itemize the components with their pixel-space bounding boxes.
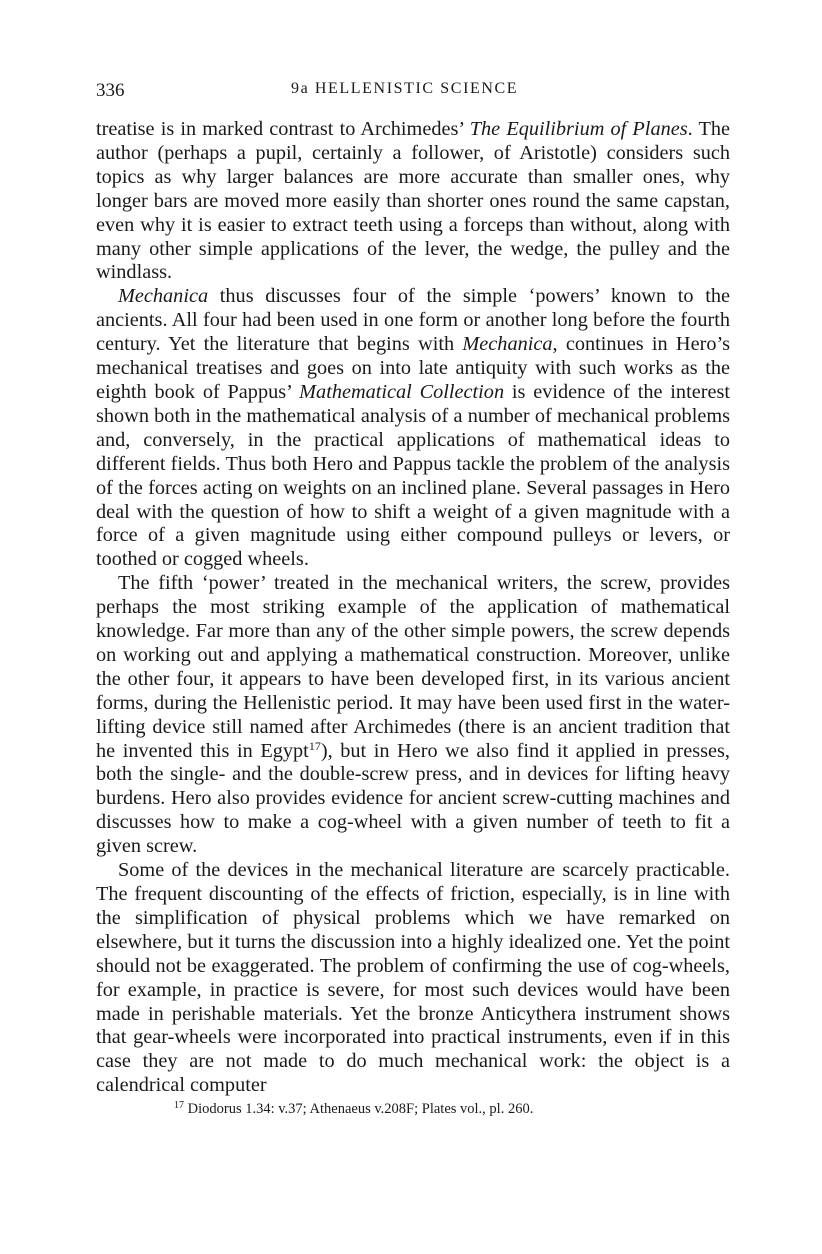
text-segment: treatise is in marked contrast to Archimedes’ <box>96 118 470 140</box>
text-segment: ), but in Hero we also find it applied in presses, both the single- and the double-screw press, and in devices for lifting heavy burdens. Hero also provides evidence for ancient screw-cutting machines and discusses how to make a cog-wheel with a given number of teeth to fit a given screw. <box>96 739 730 858</box>
page-number: 336 <box>96 80 125 101</box>
text-segment: . The author (perhaps a pupil, certainly a follower, of Aristotle) considers such topics as why larger balances are more accurate than smaller ones, why longer bars are moved more easily than shorter ones round the same capstan, even why it is easier to extract teeth using a forceps than without, along with many other simple applications of the lever, the wedge, the pulley and the windlass. <box>96 118 731 284</box>
body-text <box>96 118 730 1098</box>
page <box>96 78 730 1118</box>
paragraph <box>96 118 730 285</box>
text-segment: is evidence of the interest shown both in the mathematical analysis of a number of mechanical problems and, conversely, in the practical applications of mathematical ideas to different fields. Thus both Hero and Pappus tackle the problem of the analysis of the forces acting on weights on an inclined plane. Several passages in Hero deal with the question of how to shift a weight of a given magnitude with a force of a given magnitude using either compound pulleys or levers, or toothed or cogged wheels. <box>96 380 730 571</box>
text-segment: Some of the devices in the mechanical literature are scarcely practicable. The frequent discounting of the effects of friction, especially, is in line with the simplification of physical problems which we have remarked on elsewhere, but it turns the discussion into a highly idealized one. Yet the point should not be exaggerated. The problem of confirming the use of cog-wheels, for example, in practice is severe, for most such devices would have been made in perishable materials. Yet the bronze Anticythera instrument shows that gear-wheels were incorporated into practical instruments, even if in this case they are not made to do much mechanical work: the object is a calendrical computer <box>96 859 730 1097</box>
footnote <box>96 1100 730 1118</box>
paragraph <box>96 572 730 859</box>
italic-title: Mechanica <box>462 333 553 356</box>
text-segment: The fifth ‘power’ treated in the mechanical writers, the screw, provides perhaps the most striking example of the application of mathematical knowledge. Far more than any of the other simple powers, the screw depends on working out and applying a mathematical construction. Moreover, unlike the other four, it appears to have been developed first, in its various ancient forms, during the Hellenistic period. It may have been used first in the water-lifting device still named after Archimedes (there is an ancient tradition that he invented this in Egypt <box>96 572 730 762</box>
paragraph <box>96 859 730 1098</box>
italic-title: The Equilibrium of Planes <box>469 118 688 140</box>
footnote-marker: 17 <box>174 1100 184 1112</box>
text-segment: , continues in Hero’s mechanical treatises and goes on into late antiquity with such works as the eighth book of Pappus’ <box>96 333 730 403</box>
text-segment: thus discusses four of the simple ‘powers’ known to the ancients. All four had been used in one form or another long before the fourth century. Yet the literature that begins with <box>96 285 730 356</box>
paragraph <box>96 285 730 572</box>
italic-title: Mathematical Collection <box>299 380 505 403</box>
running-head <box>96 78 730 104</box>
footnote-reference: 17 <box>308 738 321 753</box>
chapter-title: 9a HELLENISTIC SCIENCE <box>291 80 519 97</box>
italic-title: Mechanica <box>118 285 209 308</box>
footnote-text: Diodorus 1.34: v.37; Athenaeus v.208F; Plates vol., pl. 260. <box>187 1101 534 1118</box>
